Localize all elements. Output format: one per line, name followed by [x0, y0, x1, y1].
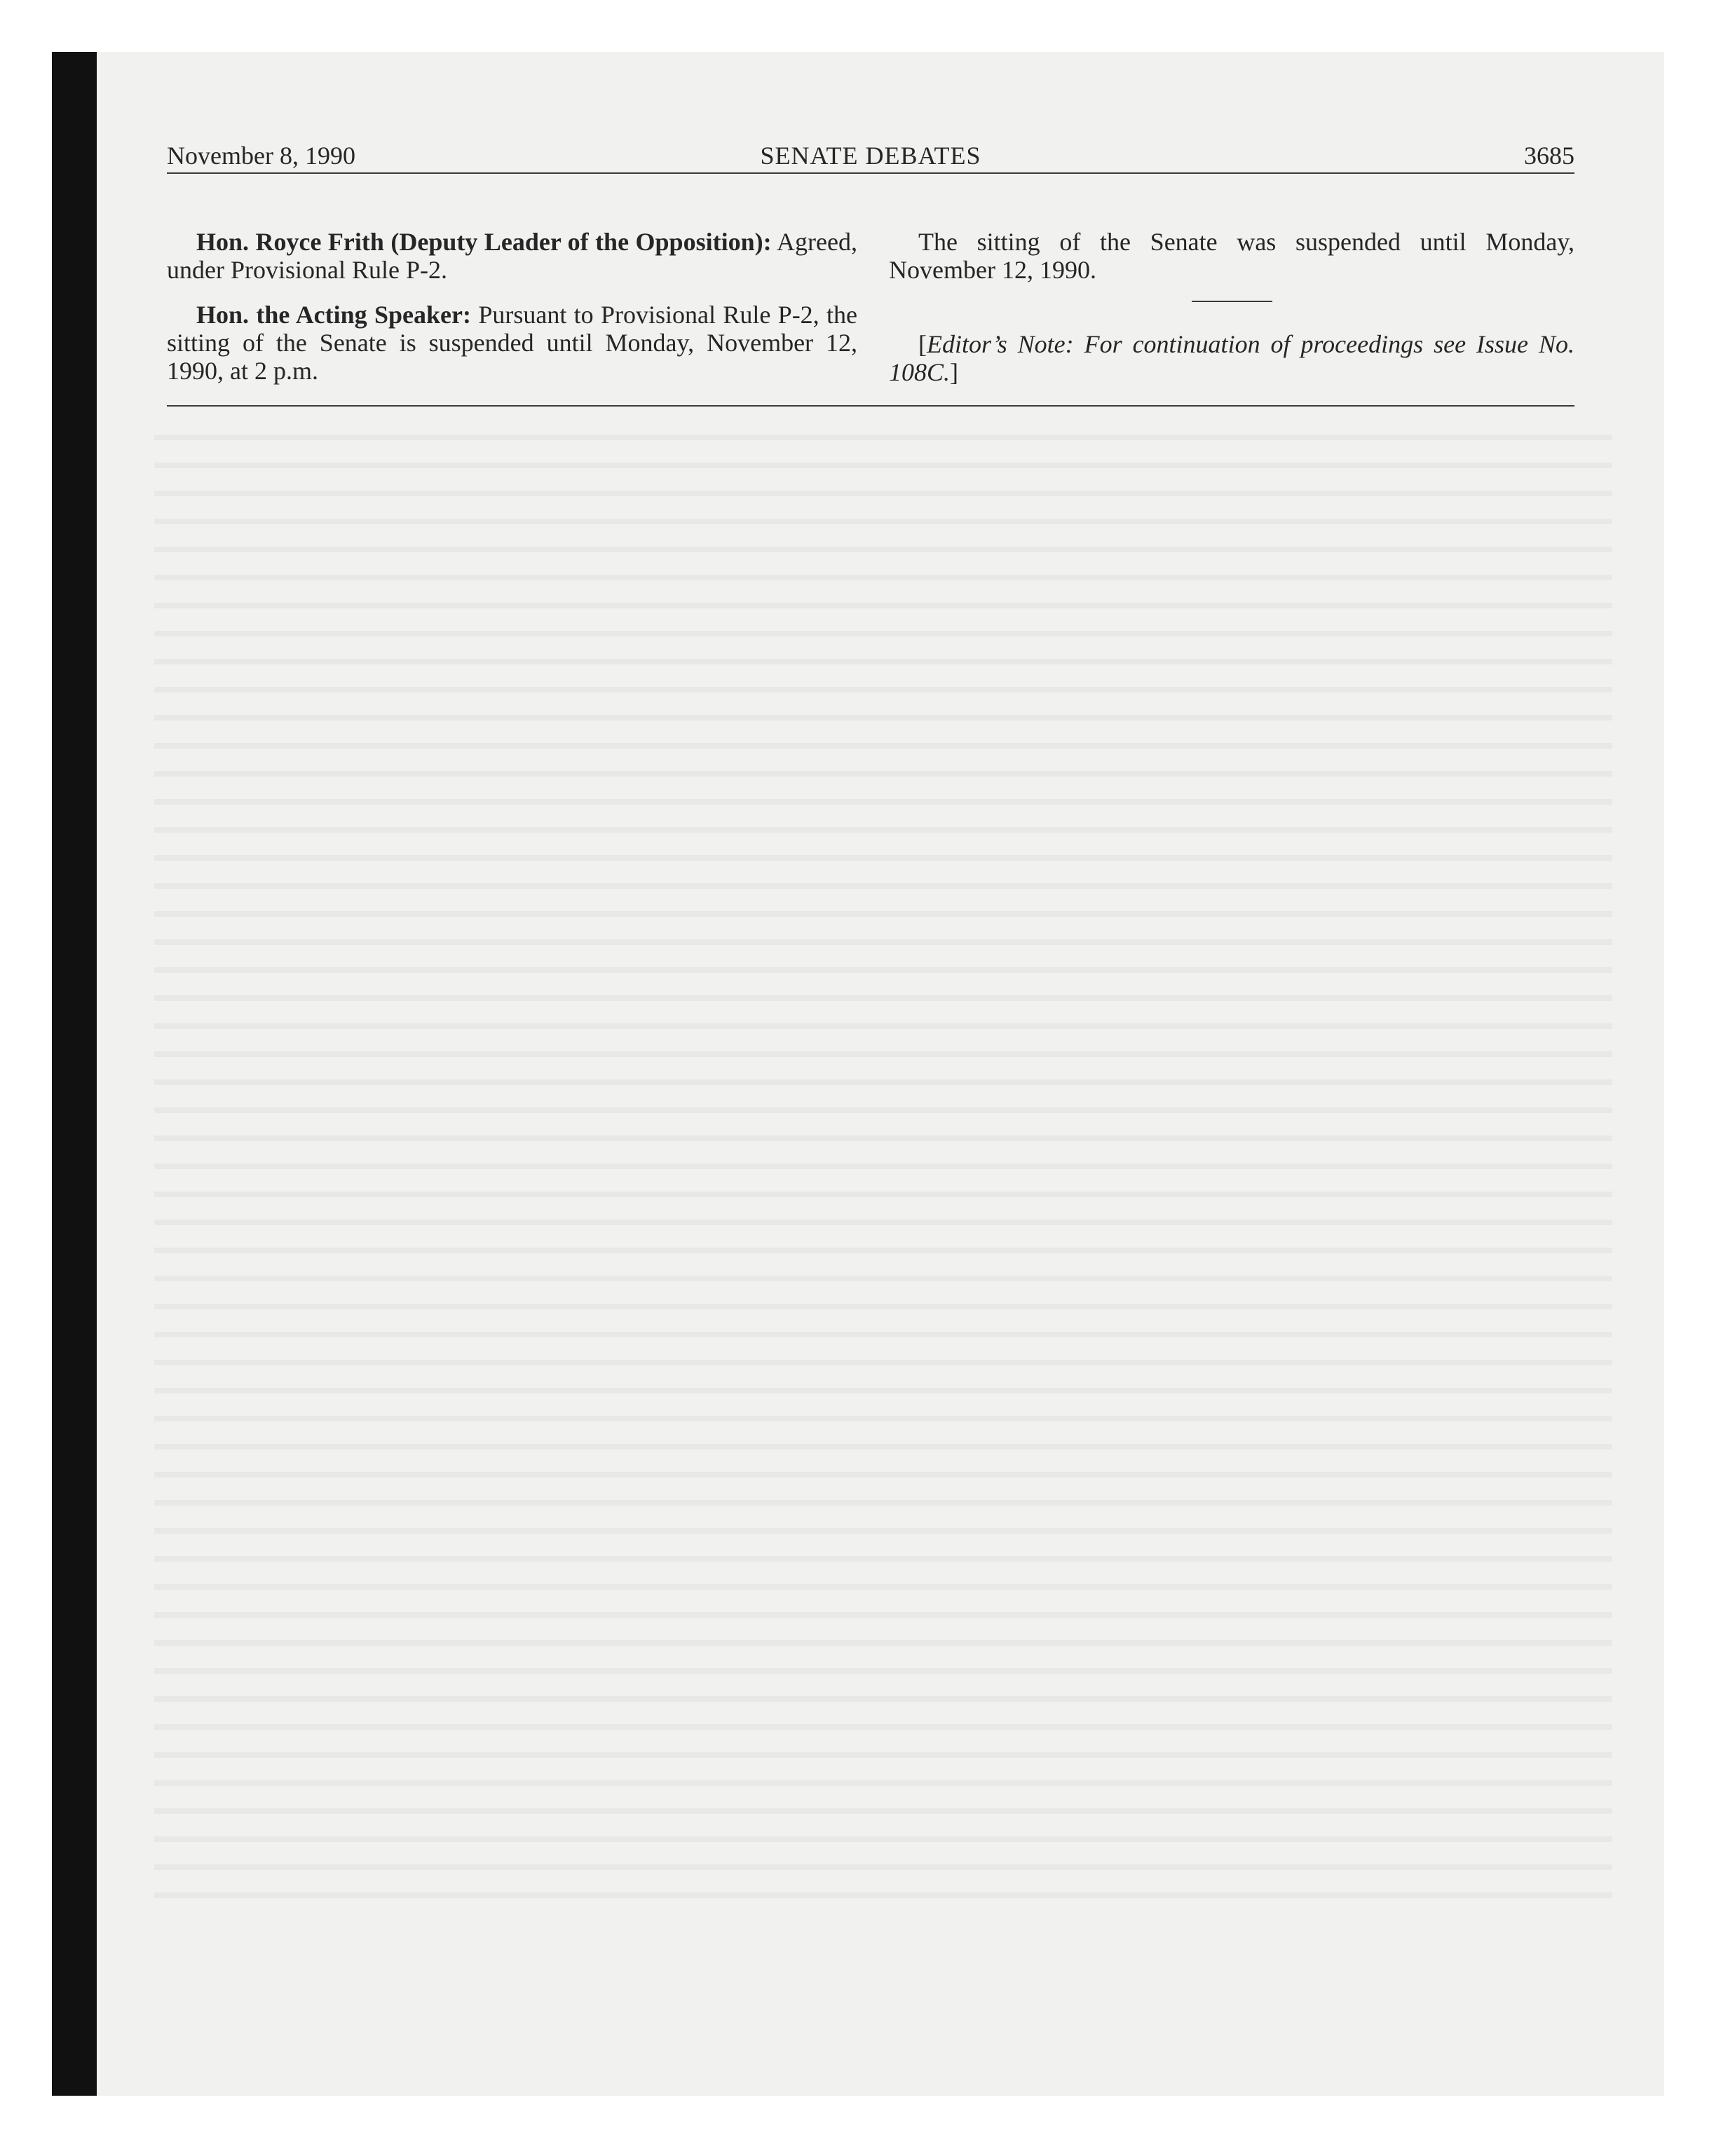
note-text: Editor’s Note: For continuation of proceedings see Issue No. 108C.: [889, 330, 1574, 386]
suspension-notice: The sitting of the Senate was suspended until Monday, November 12, 1990.: [889, 228, 1574, 284]
acting-speaker-paragraph: [167, 301, 857, 385]
header-date: November 8, 1990: [167, 142, 355, 170]
frith-paragraph: [167, 228, 857, 284]
editors-note: [889, 330, 1574, 386]
section-divider: [1192, 301, 1272, 302]
note-bracket-close: ]: [950, 358, 959, 386]
speech-text: Agreed, under Provisional Rule P-2.: [167, 228, 857, 284]
show-through-texture: [154, 435, 1612, 1906]
page-number: 3685: [1524, 142, 1574, 170]
left-column: [167, 228, 857, 402]
bottom-rule: [167, 405, 1574, 407]
running-header: [167, 139, 1574, 174]
header-title: SENATE DEBATES: [760, 142, 981, 170]
note-bracket-open: [: [918, 330, 927, 358]
speaker-name: Hon. the Acting Speaker:: [196, 301, 471, 329]
speaker-name: Hon. Royce Frith (Deputy Leader of the Opposition):: [196, 228, 772, 256]
right-column: [889, 228, 1574, 403]
binding-edge: [52, 52, 97, 2096]
speech-text: Pursuant to Provisional Rule P-2, the sitting of the Senate is suspended until Monday, November 12, 1990, at 2 p.m.: [167, 301, 857, 385]
